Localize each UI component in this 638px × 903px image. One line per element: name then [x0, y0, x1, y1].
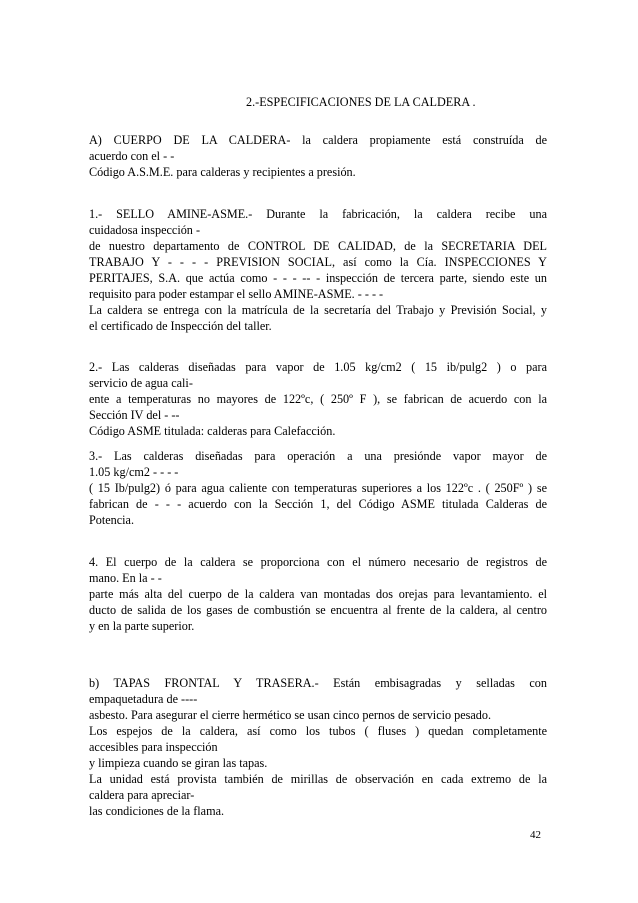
text-line: las condiciones de la flama. — [89, 804, 225, 818]
text-line: 4. El cuerpo de la caldera se proporciona con el número necesario de registros de — [89, 555, 547, 569]
text-line: Código ASME titulada: calderas para Calefacción. — [89, 424, 336, 438]
text-line: servicio de agua cali- — [89, 376, 193, 390]
page-number: 42 — [530, 829, 541, 841]
text-line: Sección IV del - -- — [89, 408, 180, 422]
text-line: 2.- Las calderas diseñadas para vapor de 1.05 kg/cm2 ( 15 ib/pulg2 ) o para — [89, 360, 547, 374]
text-line: A) CUERPO DE LA CALDERA- la caldera propiamente está construída de — [89, 133, 547, 147]
text-line: accesibles para inspección — [89, 740, 218, 754]
text-line: Potencia. — [89, 513, 135, 527]
text-line: fabrican de - - - acuerdo con la Sección 1, del Código ASME titulada Calderas de — [89, 497, 547, 511]
section-title: 2.-ESPECIFICACIONES DE LA CALDERA . — [246, 95, 476, 109]
text-line: La caldera se entrega con la matrícula de la secretaría del Trabajo y Previsión Social, y — [89, 303, 547, 317]
text-line: PERITAJES, S.A. que actúa como - - - -- - inspección de tercera parte, siendo este un — [89, 271, 547, 285]
text-line: mano. En la - - — [89, 571, 162, 585]
text-line: requisito para poder estampar el sello AMINE-ASME. - - - - — [89, 287, 384, 301]
text-line: 1.05 kg/cm2 - - - - — [89, 465, 179, 479]
text-line: ducto de salida de los gases de combustión se encuentra al frente de la caldera, al centro — [89, 603, 547, 617]
text-line: de nuestro departamento de CONTROL DE CALIDAD, de la SECRETARIA DEL — [89, 239, 547, 253]
text-line: cuidadosa inspección - — [89, 223, 201, 237]
text-line: 1.- SELLO AMINE-ASME.- Durante la fabricación, la caldera recibe una — [89, 207, 547, 221]
text-line: 3.- Las calderas diseñadas para operación a una presiónde vapor mayor de — [89, 449, 547, 463]
text-line: empaquetadura de ---- — [89, 692, 198, 706]
text-line: y limpieza cuando se giran las tapas. — [89, 756, 268, 770]
text-line: b) TAPAS FRONTAL Y TRASERA.- Están embisagradas y selladas con — [89, 676, 547, 690]
text-line: La unidad está provista también de mirillas de observación en cada extremo de la — [89, 772, 547, 786]
text-line: caldera para apreciar- — [89, 788, 195, 802]
text-line: asbesto. Para asegurar el cierre hermético se usan cinco pernos de servicio pesado. — [89, 708, 492, 722]
text-line: parte más alta del cuerpo de la caldera van montadas dos orejas para levantamiento. el — [89, 587, 547, 601]
text-line: el certificado de Inspección del taller. — [89, 319, 272, 333]
text-line: Código A.S.M.E. para calderas y recipientes a presión. — [89, 165, 356, 179]
text-line: acuerdo con el - - — [89, 149, 175, 163]
text-line: y en la parte superior. — [89, 619, 195, 633]
text-line: Los espejos de la caldera, así como los tubos ( fluses ) quedan completamente — [89, 724, 547, 738]
text-line: ( 15 Ib/pulg2) ó para agua caliente con temperaturas superiores a los 122ºc . ( 250Fº ) se — [89, 481, 547, 495]
text-line: ente a temperaturas no mayores de 122ºc, ( 250º F ), se fabrican de acuerdo con la — [89, 392, 547, 406]
text-line: TRABAJO Y - - - - PREVISION SOCIAL, así como la Cía. INSPECCIONES Y — [89, 255, 547, 269]
